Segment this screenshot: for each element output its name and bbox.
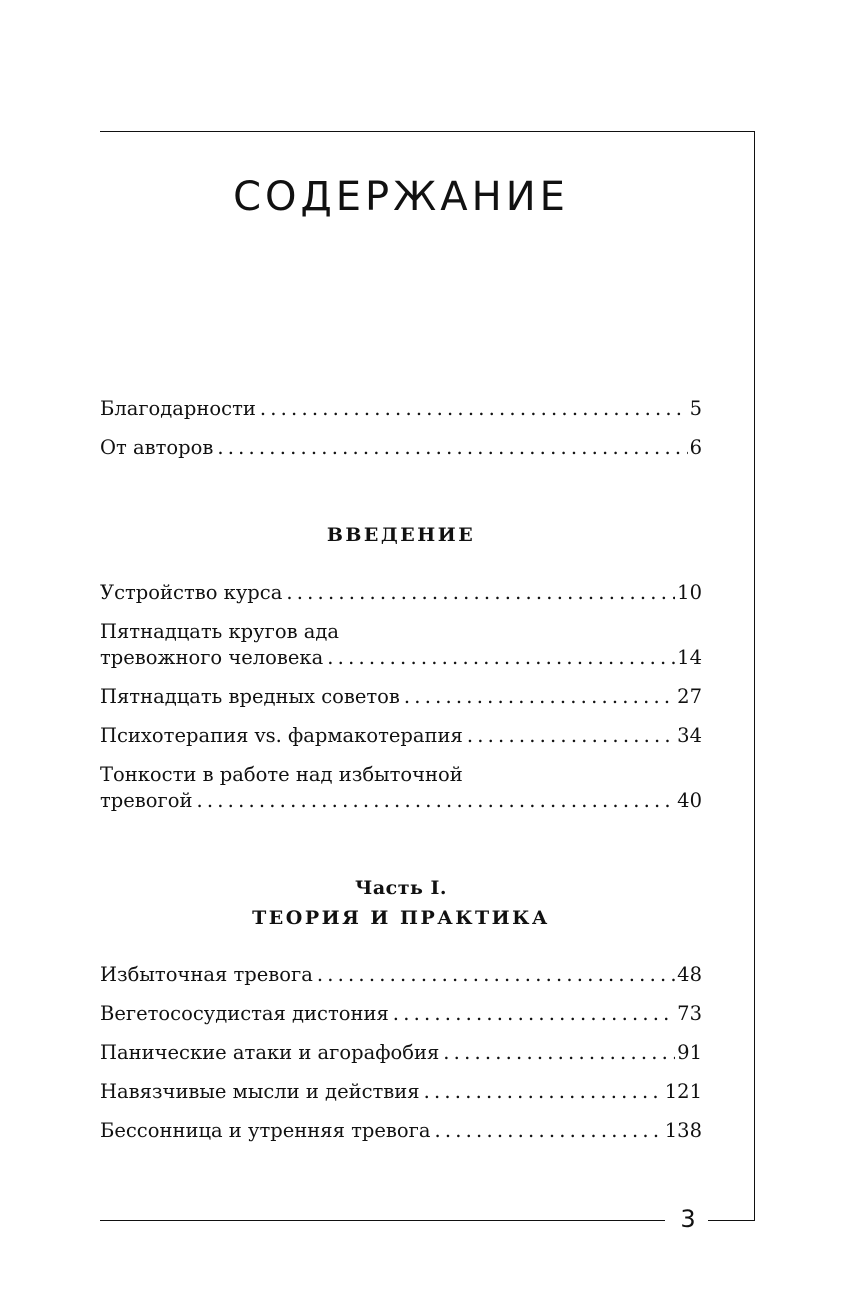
toc-dot-leader <box>404 684 675 710</box>
toc-dot-leader <box>424 1079 663 1105</box>
toc-dot-leader <box>434 1118 662 1144</box>
toc-dot-leader <box>393 1001 675 1027</box>
toc-dot-leader <box>327 645 675 671</box>
toc-part1 <box>100 962 702 1157</box>
toc-entry-page: 138 <box>664 1119 702 1142</box>
toc-entry-page: 27 <box>677 685 702 708</box>
toc-entry-page: 14 <box>677 646 702 669</box>
frame-bottom-rule-end <box>708 1220 755 1221</box>
toc-entry-page: 40 <box>677 789 702 812</box>
toc-entry[interactable] <box>100 684 702 710</box>
section-heading-introduction: ВВЕДЕНИЕ <box>326 524 476 546</box>
frame-bottom-rule <box>100 1220 665 1221</box>
frame-top-rule <box>100 131 755 132</box>
toc-entry-title: От авторов <box>100 436 214 459</box>
toc-entry[interactable] <box>100 1118 702 1144</box>
toc-entry[interactable] <box>100 1079 702 1105</box>
toc-entry[interactable] <box>100 1001 702 1027</box>
toc-entry-page: 5 <box>689 397 702 420</box>
section-heading-part1: ТЕОРИЯ И ПРАКТИКА <box>252 907 550 929</box>
page-title: СОДЕРЖАНИЕ <box>233 174 569 220</box>
toc-entry-title: Бессонница и утренняя тревога <box>100 1119 431 1142</box>
toc-entry-title: Устройство курса <box>100 581 283 604</box>
toc-entry-title-line1: Пятнадцать кругов ада <box>100 620 340 643</box>
toc-entry[interactable] <box>100 1040 702 1066</box>
toc-entry-page: 91 <box>677 1041 702 1064</box>
toc-entry-title: Психотерапия vs. фармакотерапия <box>100 724 463 747</box>
toc-entry-title: Панические атаки и агорафобия <box>100 1041 440 1064</box>
toc-entry[interactable] <box>100 723 702 749</box>
toc-introduction <box>100 580 702 827</box>
toc-entry-title: Навязчивые мысли и действия <box>100 1080 420 1103</box>
toc-entry-title: Благодарности <box>100 397 256 420</box>
toc-dot-leader <box>260 396 688 422</box>
page-number: 3 <box>680 1205 696 1233</box>
frame-right-rule <box>754 131 755 1221</box>
toc-entry-page: 121 <box>664 1080 702 1103</box>
toc-entry-page: 73 <box>677 1002 702 1025</box>
toc-entry-page: 34 <box>677 724 702 747</box>
toc-dot-leader <box>467 723 675 749</box>
toc-entry-title-line1: Тонкости в работе над избыточной <box>100 763 463 786</box>
toc-entry-title: Избыточная тревога <box>100 963 313 986</box>
part-label: Часть I. <box>354 877 447 899</box>
toc-entry[interactable] <box>100 580 702 606</box>
toc-entry[interactable] <box>100 435 702 461</box>
toc-front-matter <box>100 396 702 474</box>
toc-dot-leader <box>217 435 687 461</box>
toc-dot-leader <box>443 1040 675 1066</box>
toc-entry-title-line2: тревожного человека <box>100 646 324 669</box>
toc-dot-leader <box>317 962 675 988</box>
toc-entry[interactable] <box>100 762 702 814</box>
toc-entry[interactable] <box>100 962 702 988</box>
toc-entry-title: Пятнадцать вредных советов <box>100 685 400 708</box>
toc-dot-leader <box>286 580 675 606</box>
toc-entry[interactable] <box>100 619 702 671</box>
toc-entry-page: 48 <box>677 963 702 986</box>
toc-dot-leader <box>196 788 675 814</box>
toc-entry-page: 6 <box>689 436 702 459</box>
toc-entry-title: Вегетососудистая дистония <box>100 1002 389 1025</box>
toc-entry[interactable] <box>100 396 702 422</box>
toc-entry-title-line2: тревогой <box>100 789 193 812</box>
toc-entry-page: 10 <box>677 581 702 604</box>
